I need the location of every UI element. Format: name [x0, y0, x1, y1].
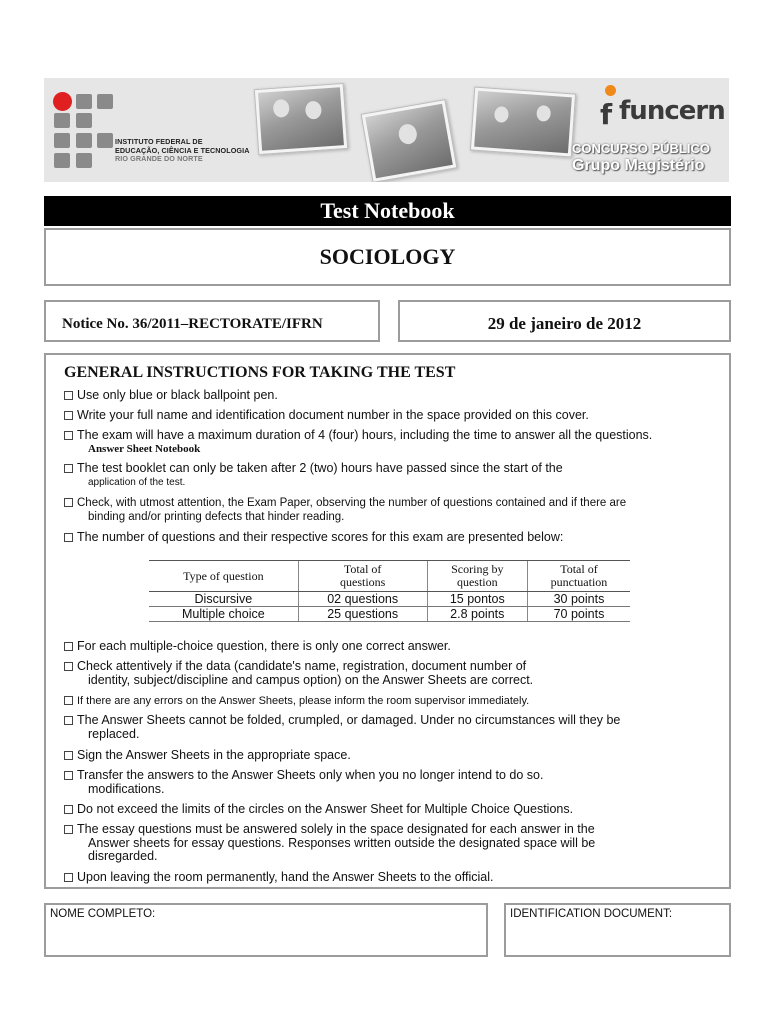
photo-students-1	[254, 83, 348, 155]
table-row: Discursive 02 questions 15 pontos 30 points	[149, 592, 630, 607]
institute-name	[115, 138, 250, 164]
concurso-publico-label: CONCURSO PÚBLICO	[572, 141, 710, 156]
grupo-magisterio-label: Grupo Magistério	[572, 157, 705, 174]
col-scoring-header: Scoring by question	[427, 561, 527, 592]
institute-line-1: INSTITUTO FEDERAL DE	[115, 137, 203, 146]
checkbox-icon	[64, 716, 73, 725]
full-name-label: NOME COMPLETO:	[50, 908, 156, 920]
instruction-item: Check attentively if the data (candidate's name, registration, document number of identity, subject/discipline and campus option) on the Answer Sheets are correct.	[64, 660, 716, 687]
funcern-logo-dot	[605, 85, 616, 96]
instruction-item: If there are any errors on the Answer Sheets, please inform the room supervisor immediately.	[64, 695, 716, 709]
table-row: Multiple choice 25 questions 2.8 points 70 points	[149, 607, 630, 622]
checkbox-icon	[64, 825, 73, 834]
instruction-item: Use only blue or black ballpoint pen.	[64, 389, 716, 403]
answer-sheet-note: Answer Sheet Notebook	[88, 442, 201, 455]
subject-title: SOCIOLOGY	[319, 244, 456, 269]
header-banner	[44, 78, 729, 182]
institute-sub: RIO GRANDE DO NORTE	[115, 154, 203, 163]
checkbox-icon	[64, 642, 73, 651]
checkbox-icon	[64, 498, 73, 507]
institute-line-2: EDUCAÇÃO, CIÊNCIA E TECNOLOGIA	[115, 145, 250, 155]
full-name-field[interactable]	[44, 903, 488, 957]
col-total-punctuation-header: Total of punctuation	[527, 561, 630, 592]
checkbox-icon	[64, 533, 73, 542]
col-total-questions-header: Total of questions	[298, 561, 427, 592]
funcern-logo: funcern	[619, 96, 725, 126]
exam-date: 29 de janeiro de 2012	[487, 314, 642, 333]
page-title: Test Notebook	[44, 196, 731, 226]
checkbox-icon	[64, 696, 73, 705]
instruction-item: Transfer the answers to the Answer Sheets only when you no longer intend to do so. modifications.	[64, 769, 716, 796]
checkbox-icon	[64, 464, 73, 473]
checkbox-icon	[64, 391, 73, 400]
instruction-item: Write your full name and identification document number in the space provided on this cover.	[64, 409, 716, 423]
instruction-item: Upon leaving the room permanently, hand the Answer Sheets to the official.	[64, 871, 716, 885]
instruction-item: Check, with utmost attention, the Exam Paper, observing the number of questions contained and if there are binding and/or printing defects that hinder reading.	[64, 497, 716, 524]
identification-document-label: IDENTIFICATION DOCUMENT:	[510, 908, 673, 920]
checkbox-icon	[64, 751, 73, 760]
instruction-item: The number of questions and their respective scores for this exam are presented below:	[64, 531, 716, 545]
date-box	[398, 300, 731, 342]
funcern-logo-f: f	[600, 98, 613, 131]
col-type-header: Type of question	[149, 561, 298, 592]
instructions-box	[44, 353, 731, 889]
checkbox-icon	[64, 411, 73, 420]
checkbox-icon	[64, 771, 73, 780]
identification-document-field[interactable]	[504, 903, 731, 957]
photo-students-2	[361, 99, 458, 182]
score-table	[149, 560, 630, 622]
instruction-item: The essay questions must be answered solely in the space designated for each answer in the Answer sheets for essay questions. Responses written outside the designated space will be disregarded.	[64, 823, 716, 864]
table-header-row	[149, 561, 630, 592]
subject-box	[44, 228, 731, 286]
notice-number: Notice No. 36/2011–RECTORATE/IFRN	[62, 316, 323, 332]
checkbox-icon	[64, 662, 73, 671]
instructions-heading: GENERAL INSTRUCTIONS FOR TAKING THE TEST	[64, 364, 456, 381]
notice-box	[44, 300, 380, 342]
checkbox-icon	[64, 805, 73, 814]
instruction-item: The exam will have a maximum duration of 4 (four) hours, including the time to answer all the questions. Answer Sheet Notebook	[64, 429, 716, 456]
checkbox-icon	[64, 873, 73, 882]
photo-students-3	[470, 87, 576, 158]
instruction-item: The test booklet can only be taken after 2 (two) hours have passed since the start of the application of the test.	[64, 462, 716, 489]
instruction-item: The Answer Sheets cannot be folded, crumpled, or damaged. Under no circumstances will they be replaced.	[64, 714, 716, 741]
checkbox-icon	[64, 431, 73, 440]
instruction-item: For each multiple-choice question, there is only one correct answer.	[64, 640, 716, 654]
instruction-item: Sign the Answer Sheets in the appropriate space.	[64, 749, 716, 763]
instruction-item: Do not exceed the limits of the circles on the Answer Sheet for Multiple Choice Questions.	[64, 803, 716, 817]
